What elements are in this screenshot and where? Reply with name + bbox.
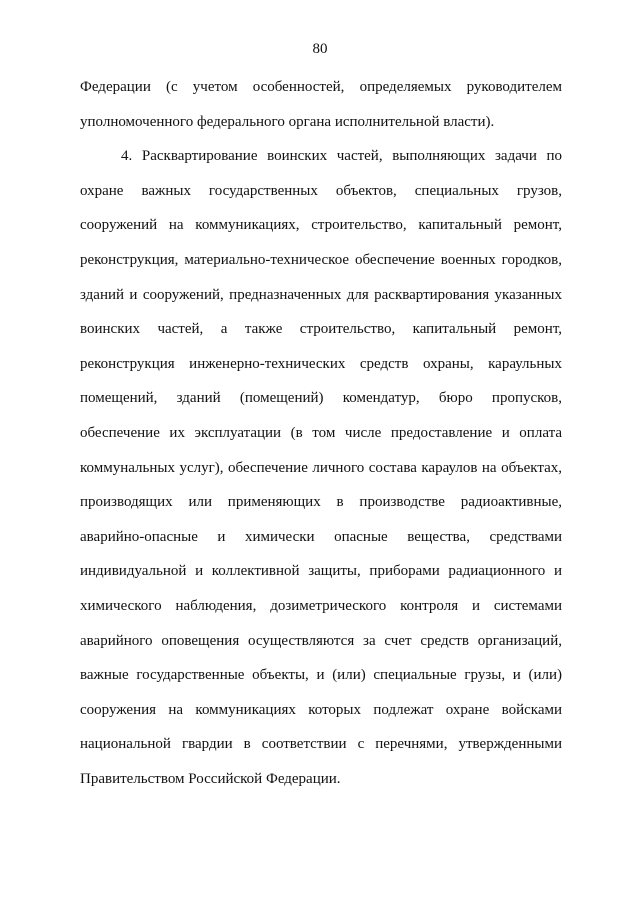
text-line: помещений, зданий (помещений) комендатур, бюро пропусков,: [80, 390, 562, 407]
paragraph-1: [80, 70, 562, 139]
text-line: индивидуальной и коллективной защиты, приборами радиационного и: [80, 563, 562, 580]
text-line: обеспечение их эксплуатации (в том числе предоставление и оплата: [80, 424, 562, 441]
text-line: производящих или применяющих в производстве радиоактивные,: [80, 494, 562, 511]
text-line: сооружения на коммуникациях которых подлежат охране войсками: [80, 701, 562, 718]
page-number: 80: [312, 41, 328, 57]
text-line: химического наблюдения, дозиметрического контроля и системами: [80, 597, 562, 614]
body-text: [80, 70, 562, 796]
text-line: национальной гвардии в соответствии с перечнями, утвержденными: [80, 736, 562, 753]
text-line: реконструкция инженерно-технических средств охраны, караульных: [80, 355, 562, 372]
text-line: уполномоченного федерального органа исполнительной власти).: [80, 113, 495, 130]
text-line: аварийно-опасные и химически опасные вещества, средствами: [80, 528, 562, 545]
text-line: воинских частей, а также строительство, капитальный ремонт,: [80, 321, 562, 338]
text-line: Федерации (с учетом особенностей, определяемых руководителем: [80, 79, 562, 95]
text-line: важные государственные объекты, и (или) специальные грузы, и (или): [80, 667, 562, 684]
paragraph-2: [80, 139, 562, 796]
text-line: охране важных государственных объектов, специальных грузов,: [80, 182, 562, 199]
text-line: коммунальных услуг), обеспечение личного состава караулов на объектах,: [80, 459, 562, 476]
text-line: сооружений на коммуникациях, строительство, капитальный ремонт,: [80, 217, 562, 234]
text-line: зданий и сооружений, предназначенных для расквартирования указанных: [80, 286, 562, 303]
text-line: реконструкция, материально-техническое обеспечение военных городков,: [80, 251, 562, 268]
text-line: Правительством Российской Федерации.: [80, 770, 341, 787]
text-line: аварийного оповещения осуществляются за счет средств организаций,: [80, 632, 562, 649]
text-line: 4. Расквартирование воинских частей, выполняющих задачи по: [121, 148, 562, 165]
